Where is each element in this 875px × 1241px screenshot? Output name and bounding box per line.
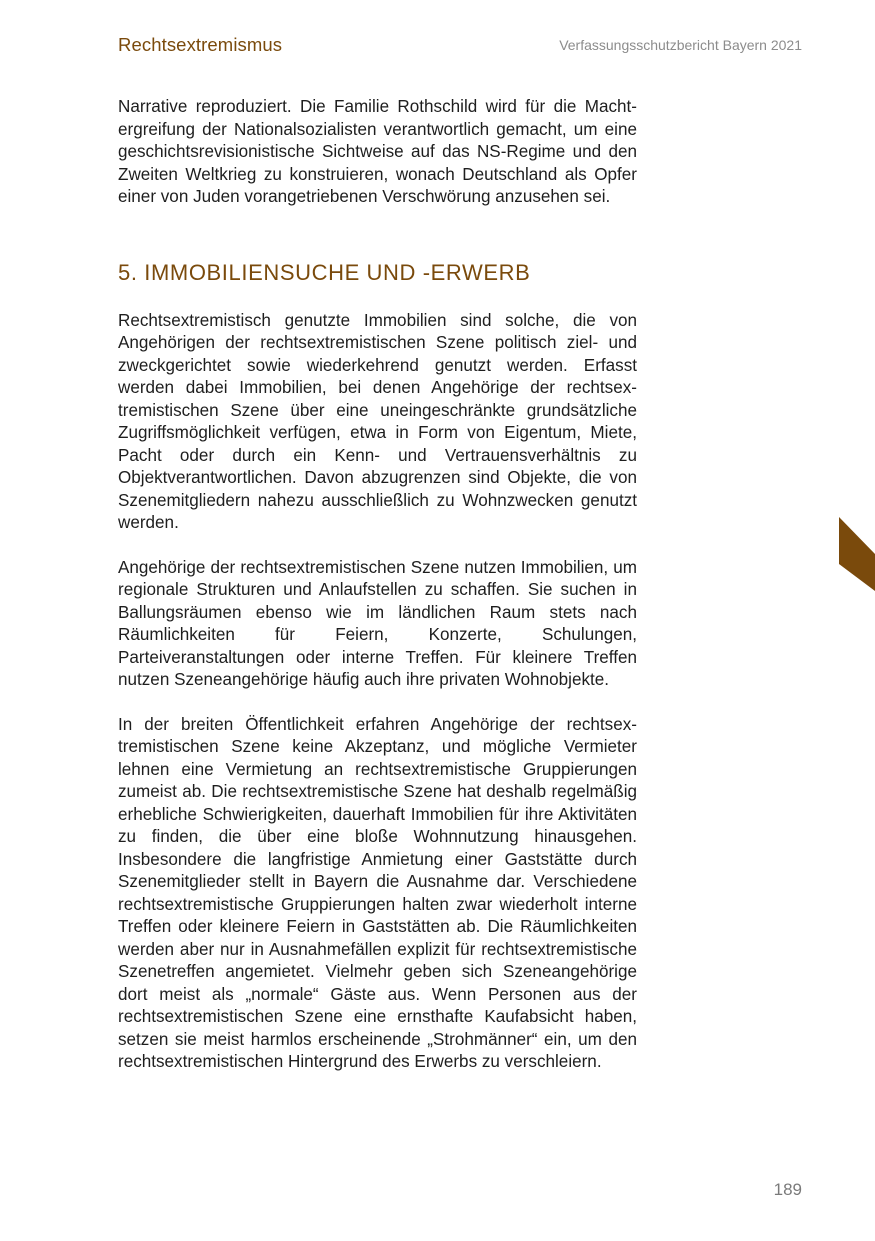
section-heading: 5. IMMOBILIENSUCHE UND -ERWERB — [118, 259, 531, 285]
body-paragraph-2: Angehörige der rechtsextremistischen Szene nutzen Immobilien, um regionale Strukturen und Anlaufstellen zu schaffen. Sie suchen in Ballungsräumen ebenso wie im ländlichen Raum stets nach Räumlichkeiten für Feiern, Konzerte, Schulungen, Parteiveranstaltungen oder interne Treffen. Für kleinere Treffen nutzen Szeneangehörige häufig auch ihre privaten Wohnobjekte. — [118, 557, 637, 689]
running-header-section: Rechtsextremismus — [118, 34, 283, 55]
chapter-tab-marker — [839, 517, 875, 591]
main-content — [118, 96, 637, 1074]
page-number: 189 — [773, 1180, 802, 1199]
running-header-report-title: Verfassungsschutzbericht Bayern 2021 — [559, 37, 802, 53]
body-paragraph-1: Rechtsextremistisch genutzte Immobilien sind solche, die von Angehörigen der rechtsextremistischen Szene politisch ziel- und zweckgerichtet sowie wiederkehrend genutzt werden. Erfasst werden dabei Immobilien, bei denen Angehörige der rechtsextremistischen Szene über eine uneingeschränkte grundsätzliche Zugriffsmöglichkeit verfügen, etwa in Form von Eigentum, Miete, Pacht oder durch ein Kenn- und Vertrauensverhältnis zu Objektverantwortlichen. Davon abzugrenzen sind Objekte, die von Szenemitgliedern nahezu ausschließlich zu Wohnzwecken genutzt werden. — [118, 310, 637, 532]
intro-paragraph: Narrative reproduziert. Die Familie Rothschild wird für die Machtergreifung der Nationalsozialisten verantwortlich gemacht, um eine geschichtsrevisionistische Sichtweise auf das NS-Regime und den Zweiten Weltkrieg zu konstruieren, wonach Deutschland als Opfer einer von Juden vorangetriebenen Verschwörung anzusehen sei. — [118, 97, 637, 206]
body-paragraph-3: In der breiten Öffentlichkeit erfahren Angehörige der rechtsextremistischen Szene keine Akzeptanz, und mögliche Vermieter lehnen eine Vermietung an rechtsextremistische Gruppierungen zumeist ab. Die rechtsextremistische Szene hat deshalb regelmäßig erhebliche Schwierigkeiten, dauerhaft Immobilien für ihre Aktivitäten zu finden, die über eine bloße Wohnnutzung hinausgehen. Insbesondere die langfristige Anmietung einer Gaststätte durch Szenemitglieder stellt in Bayern die Ausnahme dar. Verschiedene rechtsextremistische Gruppierungen halten zwar wiederholt interne Treffen oder kleinere Feiern in Gaststätten ab. Die Räumlichkeiten werden aber nur in Ausnahmefällen explizit für rechtsextremistische Szenetreffen angemietet. Vielmehr geben sich Szeneangehörige dort meist als „normale“ Gäste aus. Wenn Personen aus der rechtsextremistischen Szene eine ernsthafte Kaufabsicht haben, setzen sie meist harmlos erscheinende „Strohmänner“ ein, um den rechtsextremistischen Hintergrund des Erwerbs zu verschleiern. — [118, 714, 637, 1071]
